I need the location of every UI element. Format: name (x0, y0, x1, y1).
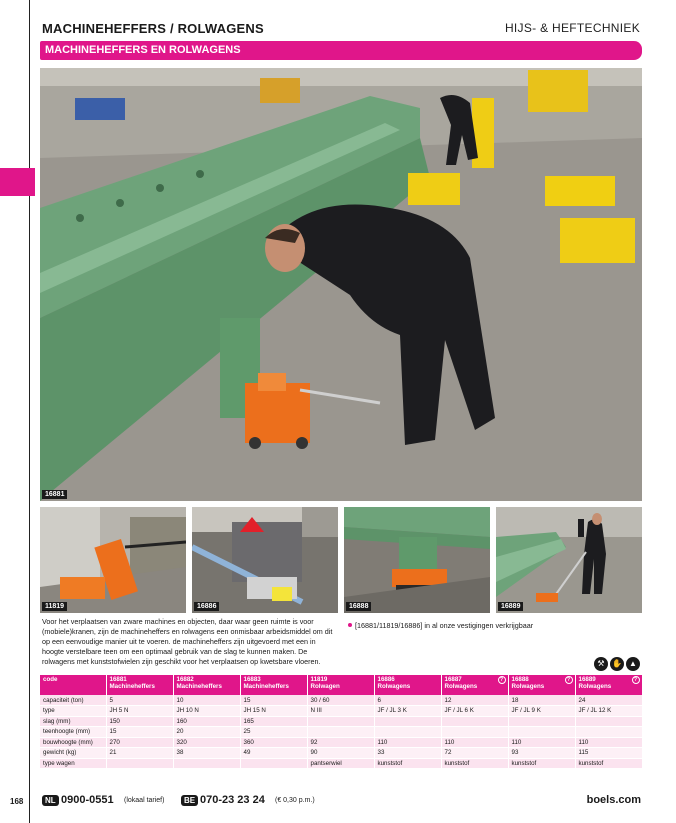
photo-code-tag: 16888 (346, 602, 371, 611)
table-cell: 38 (173, 748, 240, 759)
glove-icon: ✋ (610, 657, 624, 671)
table-cell: 270 (106, 737, 173, 748)
table-row (40, 706, 642, 717)
thumb-photo-1 (40, 507, 186, 613)
photo-code-tag: 11819 (42, 602, 67, 611)
table-cell: 25 (240, 727, 307, 738)
table-cell: JF / JL 9 K (508, 706, 575, 717)
row-label: slag (mm) (40, 716, 106, 727)
table-cell: JH 15 N (240, 706, 307, 717)
table-cell: 160 (173, 716, 240, 727)
thumb-photo-3 (344, 507, 490, 613)
wrench-icon: ⚒ (594, 657, 608, 671)
table-cell (575, 727, 642, 738)
table-cell (173, 758, 240, 769)
table-cell: 110 (374, 737, 441, 748)
table-cell: 10 (173, 695, 240, 706)
row-label: type wagen (40, 758, 106, 769)
header-cell: 16889 Rolwagens ? (575, 675, 642, 695)
header-cell: code (40, 675, 106, 695)
table-cell: JF / JL 6 K (441, 706, 508, 717)
website-link[interactable]: boels.com (586, 794, 641, 806)
table-row (40, 737, 642, 748)
table-cell (508, 716, 575, 727)
table-row (40, 748, 642, 759)
table-cell: kunststof (508, 758, 575, 769)
table-cell: 20 (173, 727, 240, 738)
table-cell: 320 (173, 737, 240, 748)
table-cell: 18 (508, 695, 575, 706)
table-cell: 49 (240, 748, 307, 759)
table-cell: kunststof (374, 758, 441, 769)
table-cell: 6 (374, 695, 441, 706)
page-title: MACHINEHEFFERS / ROLWAGENS (42, 21, 264, 36)
table-cell (106, 758, 173, 769)
bullet-icon (348, 623, 352, 627)
table-cell: 110 (508, 737, 575, 748)
table-cell: JH 5 N (106, 706, 173, 717)
main-photo (40, 68, 642, 501)
tarif-nl: (lokaal tarief) (124, 797, 165, 804)
table-cell: 150 (106, 716, 173, 727)
row-label: teenhoogte (mm) (40, 727, 106, 738)
row-label: type (40, 706, 106, 717)
availability-text: [16881/11819/16886] in al onze vestigingen verkrijgbaar (355, 621, 534, 630)
photo-code-tag: 16881 (42, 490, 67, 499)
thumb-photo-4 (496, 507, 642, 613)
table-cell: 5 (106, 695, 173, 706)
table-cell (374, 727, 441, 738)
row-label: gewicht (kg) (40, 748, 106, 759)
page-number: 168 (10, 797, 24, 806)
table-row (40, 758, 642, 769)
table-cell: kunststof (441, 758, 508, 769)
header-cell: 16886 Rolwagens (374, 675, 441, 695)
spec-table (40, 675, 643, 769)
country-badge-be: BE (181, 795, 198, 806)
row-label: capaciteit (ton) (40, 695, 106, 706)
photo-code-tag: 16889 (498, 602, 523, 611)
phone-nl[interactable]: 0900-0551 (61, 794, 114, 806)
table-cell (441, 727, 508, 738)
section-title: HIJS- & HEFTECHNIEK (504, 21, 640, 35)
phone-be[interactable]: 070-23 23 24 (200, 794, 265, 806)
table-cell (508, 727, 575, 738)
table-cell (307, 727, 374, 738)
table-cell: 12 (441, 695, 508, 706)
safety-icons (594, 657, 640, 671)
table-cell: 92 (307, 737, 374, 748)
table-cell: 30 / 60 (307, 695, 374, 706)
table-cell: 115 (575, 748, 642, 759)
table-cell: JF / JL 12 K (575, 706, 642, 717)
table-cell (575, 716, 642, 727)
header-cell: 16883 Machineheffers (240, 675, 307, 695)
table-cell: 15 (106, 727, 173, 738)
photo-code-tag: 16886 (194, 602, 219, 611)
table-cell: 72 (441, 748, 508, 759)
table-row (40, 727, 642, 738)
header-cell: 16881 Machineheffers (106, 675, 173, 695)
table-cell: 24 (575, 695, 642, 706)
info-icon[interactable]: ? (565, 676, 573, 684)
page-margin-rule (29, 0, 30, 823)
table-row (40, 716, 642, 727)
table-cell: 21 (106, 748, 173, 759)
table-cell (374, 716, 441, 727)
info-icon[interactable]: ? (498, 676, 506, 684)
product-description: Voor het verplaatsen van zware machines en objecten, daar waar geen ruimte is voor (mobiele)kranen, zijn de machineheffers en rolwagens een onmisbaar arbeidsmiddel om dit op een eenvoudige manier uit te voeren. de machineheffers zijn uitgevoerd met een in hoogte verstelbare teen om een optimaal gebruik van de slag te kunnen maken. De rolwagens met kunststofwielen zijn geschikt voor het verplaatsen op kwetsbare vloeren. (42, 617, 333, 666)
table-cell: 33 (374, 748, 441, 759)
table-cell: JH 10 N (173, 706, 240, 717)
table-cell: JF / JL 3 K (374, 706, 441, 717)
table-cell (441, 716, 508, 727)
table-cell: 360 (240, 737, 307, 748)
boot-icon: ▲ (626, 657, 640, 671)
header-cell: 11819 Rolwagen (307, 675, 374, 695)
page-footer (0, 793, 676, 811)
header-cell: 16882 Machineheffers (173, 675, 240, 695)
table-cell: 15 (240, 695, 307, 706)
availability-note (348, 621, 533, 630)
table-cell (307, 716, 374, 727)
thumb-photo-2 (192, 507, 338, 613)
table-cell: 93 (508, 748, 575, 759)
subsection-band (40, 41, 642, 60)
info-icon[interactable]: ? (632, 676, 640, 684)
table-cell: N III (307, 706, 374, 717)
header-cell: 16887 Rolwagens ? (441, 675, 508, 695)
table-cell (240, 758, 307, 769)
tarif-be: (€ 0,30 p.m.) (275, 797, 315, 804)
table-cell: pantserwiel (307, 758, 374, 769)
subsection-title: MACHINEHEFFERS EN ROLWAGENS (45, 44, 241, 56)
table-cell: 110 (441, 737, 508, 748)
table-cell: 110 (575, 737, 642, 748)
header-cell: 16888 Rolwagens ? (508, 675, 575, 695)
table-row (40, 695, 642, 706)
table-cell: kunststof (575, 758, 642, 769)
row-label: bouwhoogte (mm) (40, 737, 106, 748)
table-cell: 165 (240, 716, 307, 727)
table-cell: 90 (307, 748, 374, 759)
spec-table-header (40, 675, 642, 695)
country-badge-nl: NL (42, 795, 59, 806)
chapter-tab (0, 168, 35, 196)
